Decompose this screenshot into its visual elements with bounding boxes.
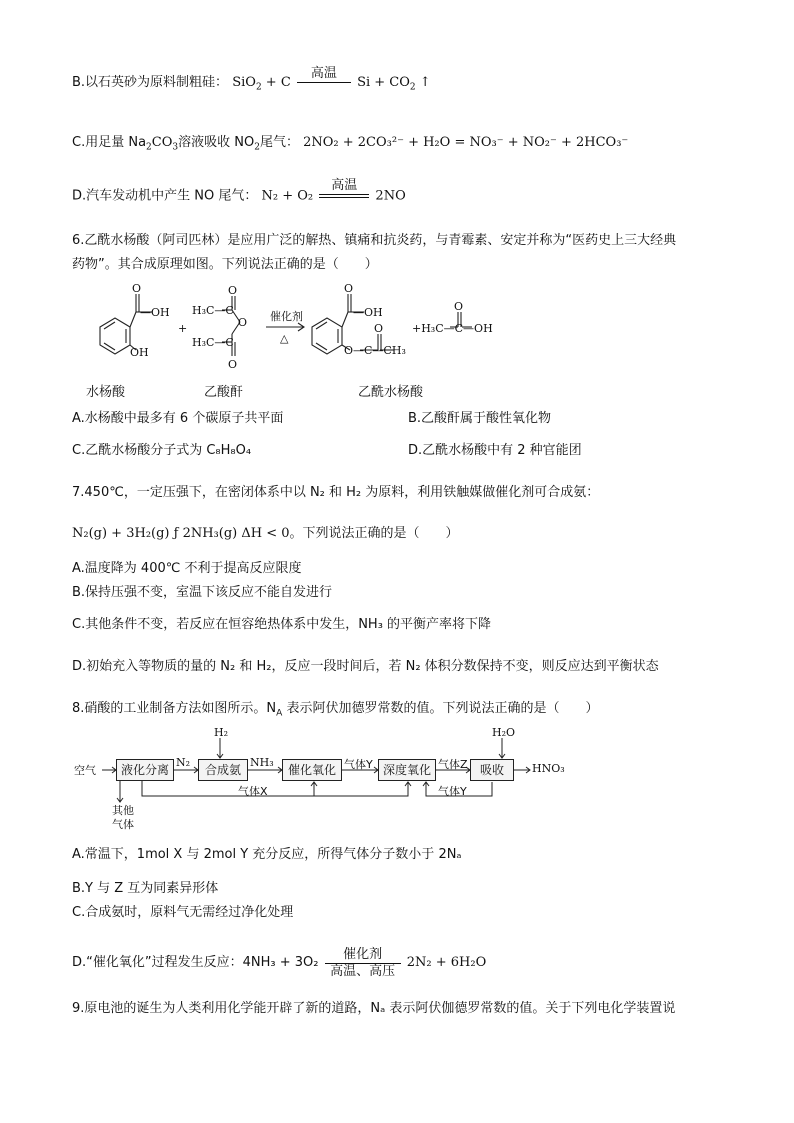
n2-label: N₂ — [176, 756, 191, 769]
q8-stem: 8.硝酸的工业制备方法如图所示。$N_A$ 表示阿伏加德罗常数的值。下列说法正确的是（ ） — [72, 701, 599, 719]
other-gas-label-2: 气体 — [112, 818, 134, 831]
q6-stem-line1: 6.乙酰水杨酸（阿司匹林）是应用广泛的解热、镇痛和抗炎药，与青霉素、安定并称为“医药史上三大经典 — [72, 233, 677, 248]
option-d: D.汽车发动机中产生 NO 尾气： N₂ + O₂ 高温 2NO — [72, 178, 406, 204]
svg-text:O: O — [228, 358, 238, 371]
q7-option-a: A.温度降为 400℃ 不利于提高反应限度 — [72, 561, 302, 576]
svg-text:O: O — [374, 322, 384, 335]
catalytic-oxidation-box: 催化氧化 — [282, 759, 342, 781]
q6-stem-line2: 药物”。其合成原理如图。下列说法正确的是（ ） — [72, 257, 378, 272]
air-label: 空气 — [74, 764, 96, 777]
gas-y-label: 气体Y — [344, 758, 373, 771]
svg-text:—OH: —OH — [353, 306, 383, 319]
svg-text:O: O — [228, 284, 238, 297]
svg-text:+: + — [178, 322, 188, 335]
h2-label: H₂ — [214, 726, 229, 739]
q7-stem-line2: N₂(g) + 3H₂(g) ƒ 2NH₃(g) ΔH < 0。下列说法正确的是（ ） — [72, 526, 459, 541]
svg-text:OH: OH — [130, 346, 149, 359]
q8-option-a: A.常温下，1mol X 与 2mol Y 充分反应，所得气体分子数小于 2Nₐ — [72, 847, 462, 862]
svg-text:O: O — [132, 282, 142, 295]
q7-option-b: B.保持压强不变，室温下该反应不能自发进行 — [72, 585, 333, 600]
aspirin-label: 乙酰水杨酸 — [358, 385, 424, 400]
svg-text:H₃C—C: H₃C—C — [192, 304, 234, 317]
salicylic-acid-label: 水杨酸 — [86, 385, 126, 400]
gas-y-return-label: 气体Y — [438, 785, 467, 798]
q6-option-a: A.水杨酸中最多有 6 个碳原子共平面 — [72, 411, 284, 426]
liquefaction-separation-box: 液化分离 — [116, 759, 174, 781]
svg-text:—OH: —OH — [140, 306, 170, 319]
q6-option-c: C.乙酰水杨酸分子式为 C₈H₈O₄ — [72, 443, 252, 458]
option-c: C.用足量 $Na_2CO_3$溶液吸收 $NO_2$尾气： 2NO₂ + 2CO₃²⁻ + H₂O = NO₃⁻ + NO₂⁻ + 2HCO₃⁻ — [72, 135, 629, 153]
heat-symbol: △ — [280, 332, 289, 345]
reaction-condition: 高温 — [319, 178, 369, 198]
option-b: B.以石英砂为原料制粗硅： SiO$_2$ + C 高温 $Si + CO_2$ ↑ — [72, 66, 431, 93]
deep-oxidation-box: 深度氧化 — [378, 759, 436, 781]
reaction-condition: 高温 — [297, 66, 351, 83]
q8-option-b: B.Y 与 Z 互为同素异形体 — [72, 881, 219, 896]
svg-text:O: O — [454, 300, 464, 313]
ammonia-synthesis-box: 合成氨 — [198, 759, 248, 781]
q9-stem: 9.原电池的诞生为人类利用化学能开辟了新的道路，Nₐ 表示阿伏伽德罗常数的值。关于下列电化学装置说 — [72, 1001, 676, 1016]
svg-text:O: O — [238, 316, 248, 329]
q8-option-c: C.合成氨时，原料气无需经过净化处理 — [72, 905, 294, 920]
gas-x-label: 气体X — [238, 785, 268, 798]
reaction-condition: 催化剂 高温、高压 — [325, 947, 401, 980]
q6-option-d: D.乙酰水杨酸中有 2 种官能团 — [408, 443, 582, 458]
acetic-anhydride-label: 乙酸酐 — [204, 385, 244, 400]
aspirin-synthesis-diagram — [80, 282, 500, 377]
svg-text:O—C—CH₃: O—C—CH₃ — [344, 344, 406, 357]
q8-option-d: D.“催化氧化”过程发生反应：4NH₃ + 3O₂ 催化剂 高温、高压 2N₂ + 6H₂O — [72, 947, 487, 979]
svg-text:O: O — [344, 282, 354, 295]
absorption-box: 吸收 — [470, 759, 514, 781]
q6-option-b: B.乙酸酐属于酸性氧化物 — [408, 411, 552, 426]
other-gas-label-1: 其他 — [112, 804, 134, 817]
nh3-label: NH₃ — [250, 756, 274, 769]
h2o-label: H₂O — [492, 726, 516, 739]
nitric-acid-flow-diagram — [72, 726, 572, 831]
q7-option-c: C.其他条件不变，若反应在恒容绝热体系中发生，NH₃ 的平衡产率将下降 — [72, 617, 492, 632]
hno3-label: HNO₃ — [532, 762, 565, 775]
gas-z-label: 气体Z — [438, 758, 468, 771]
equation: 2NO₂ + 2CO₃²⁻ + H₂O = NO₃⁻ + NO₂⁻ + 2HCO₃⁻ — [303, 135, 629, 150]
svg-text:H₃C—C: H₃C—C — [192, 336, 234, 349]
svg-text:+H₃C—C—OH: +H₃C—C—OH — [412, 322, 493, 335]
q7-stem-line1: 7.450℃，一定压强下，在密闭体系中以 N₂ 和 H₂ 为原料，利用铁触媒做催化剂可合成氨： — [72, 485, 600, 500]
q7-option-d: D.初始充入等物质的量的 N₂ 和 H₂，反应一段时间后，若 N₂ 体积分数保持不变，则反应达到平衡状态 — [72, 659, 659, 674]
catalyst-label: 催化剂 — [270, 310, 303, 323]
